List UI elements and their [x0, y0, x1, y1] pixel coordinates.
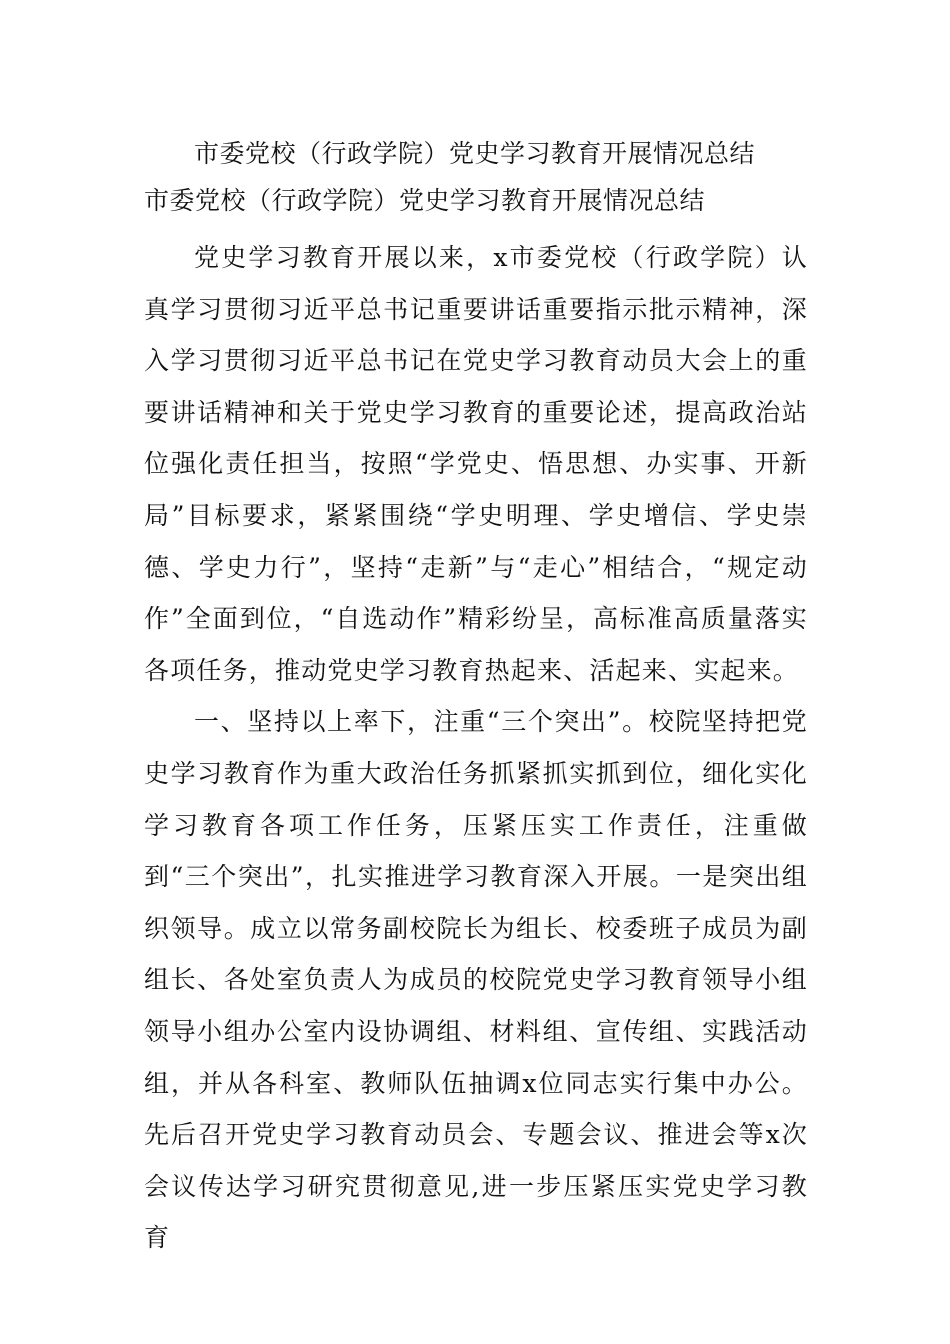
document-body [144, 232, 808, 1264]
paragraph-section-1: 一、坚持以上率下，注重“三个突出”。校院坚持把党史学习教育作为重大政治任务抓紧抓实抓到位，细化实化学习教育各项工作任务，压紧压实工作责任，注重做到“三个突出”，扎实推进学习教育深入开展。一是突出组织领导。成立以常务副校院长为组长、校委班子成员为副组长、各处室负责人为成员的校院党史学习教育领导小组领导小组办公室内设协调组、材料组、宣传组、实践活动组，并从各科室、教师队伍抽调x位同志实行集中办公。先后召开党史学习教育动员会、专题会议、推进会等x次会议传达学习研究贯彻意见,进一步压紧压实党史学习教育 [144, 707, 808, 1253]
document-title: 市委党校（行政学院）党史学习教育开展情况总结 [194, 139, 756, 168]
paragraph-intro: 党史学习教育开展以来，x市委党校（行政学院）认真学习贯彻习近平总书记重要讲话重要指示批示精神，深入学习贯彻习近平总书记在党史学习教育动员大会上的重要讲话精神和关于党史学习教育的重要论述，提高政治站位强化责任担当，按照“学党史、悟思想、办实事、开新局”目标要求，紧紧围绕“学史明理、学史增信、学史崇德、学史力行”，坚持“走新”与“走心”相结合，“规定动作”全面到位，“自选动作”精彩纷呈，高标准高质量落实各项任务，推动党史学习教育热起来、活起来、实起来。 [144, 243, 808, 685]
document-subtitle: 市委党校（行政学院）党史学习教育开展情况总结 [144, 186, 706, 215]
